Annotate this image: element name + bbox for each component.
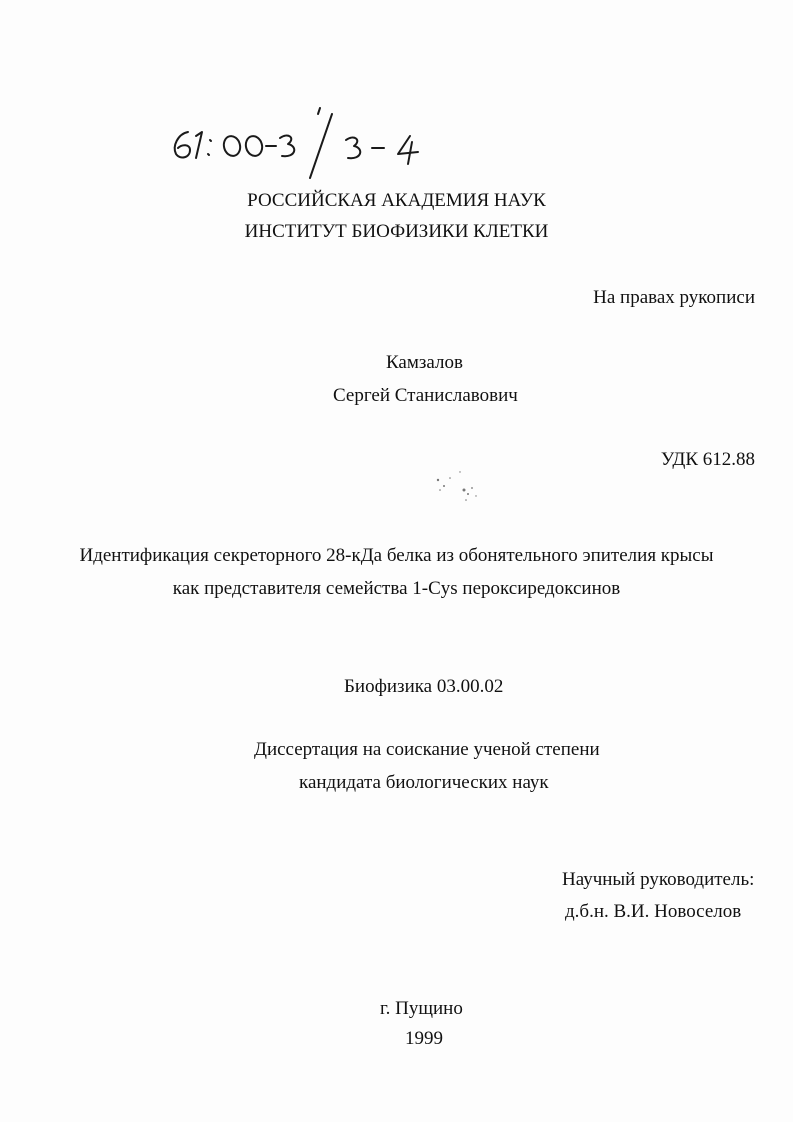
- author-given-names: Сергей Станиславович: [333, 385, 518, 406]
- institution-academy: РОССИЙСКАЯ АКАДЕМИЯ НАУК: [247, 190, 546, 211]
- supervisor-name: д.б.н. В.И. Новоселов: [565, 901, 742, 922]
- udc-code: УДК 612.88: [660, 449, 755, 470]
- thesis-title-line-2: как представителя семейства 1-Cys пероксиредоксинов: [172, 578, 621, 599]
- scan-speckle: [420, 460, 500, 510]
- degree-line-2: кандидата биологических наук: [299, 772, 549, 793]
- degree-line-1: Диссертация на соискание ученой степени: [254, 739, 600, 760]
- rights-note: На правах рукописи: [593, 287, 755, 308]
- supervisor-label: Научный руководитель:: [562, 869, 755, 890]
- institution-institute: ИНСТИТУТ БИОФИЗИКИ КЛЕТКИ: [244, 221, 549, 242]
- handwritten-archive-code: [160, 87, 460, 180]
- place: г. Пущино: [380, 998, 463, 1019]
- thesis-title-line-1: Идентификация секреторного 28-кДа белка из обонятельного эпителия крысы: [79, 545, 714, 566]
- handwritten-code-text: 61: 00-3/3-4: [160, 87, 240, 104]
- year: 1999: [405, 1028, 443, 1049]
- specialty: Биофизика 03.00.02: [344, 676, 504, 697]
- author-surname: Камзалов: [386, 352, 463, 373]
